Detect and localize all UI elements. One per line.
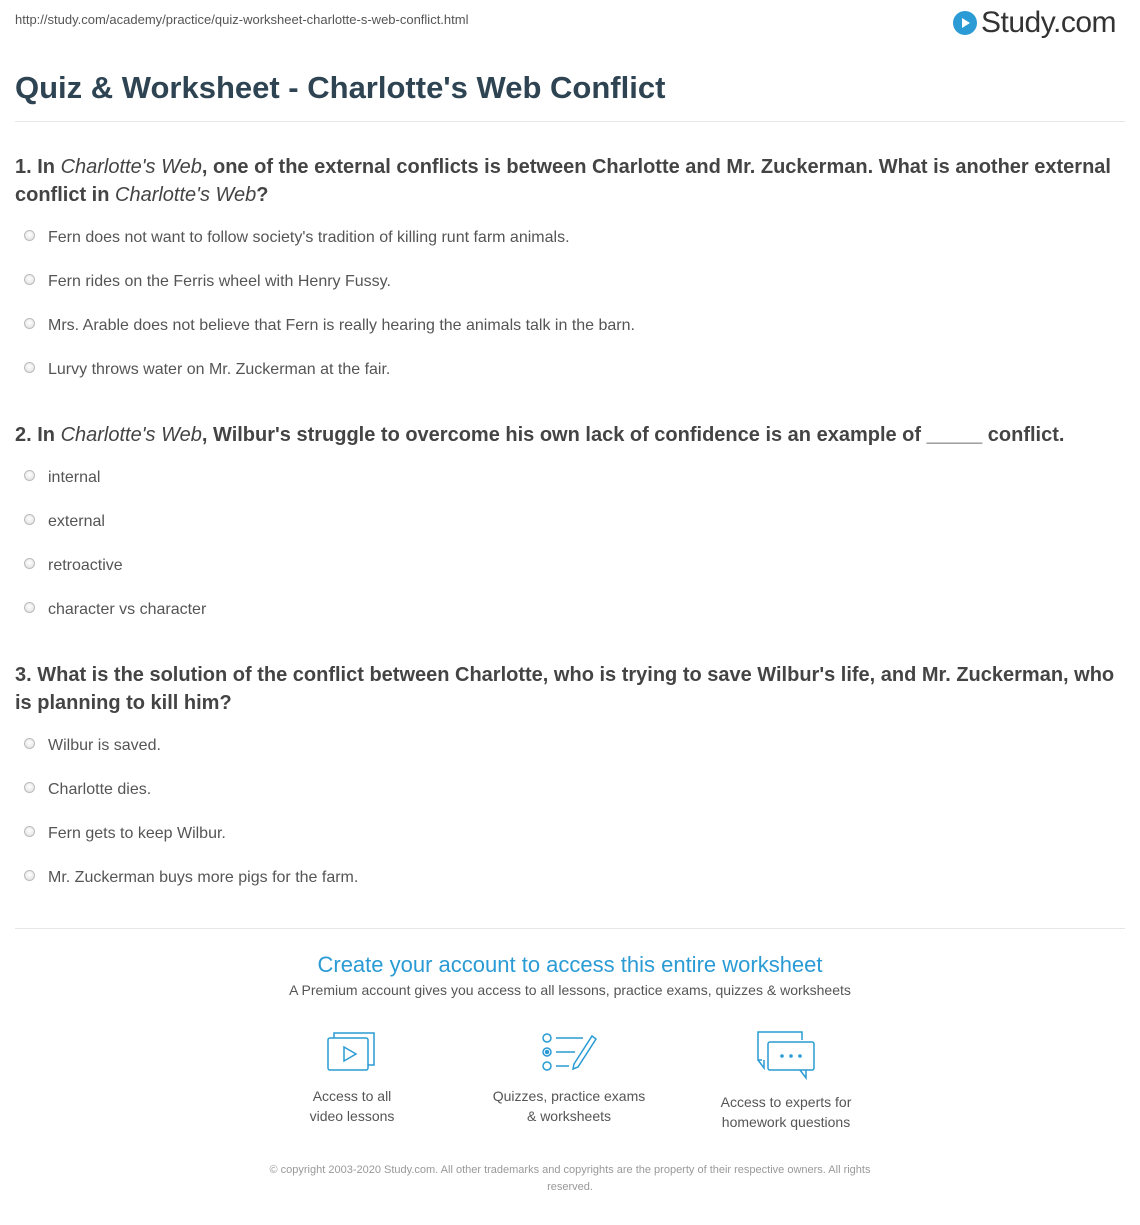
feature-experts: Access to experts for homework questions — [691, 1030, 881, 1132]
question-3: 3. What is the solution of the conflict between Charlotte, who is trying to save Wilbur's life, and Mr. Zuckerman, who is planning to kill him? — [15, 664, 1115, 714]
question-1: 1. In Charlotte's Web, one of the external conflicts is between Charlotte and Mr. Zuckerman. What is another external conflict in Charlotte's Web? — [15, 156, 1111, 206]
answer-option[interactable]: Fern does not want to follow society's tradition of killing runt farm animals. — [24, 229, 570, 247]
radio-icon[interactable] — [24, 514, 35, 525]
radio-icon[interactable] — [24, 558, 35, 569]
radio-icon[interactable] — [24, 274, 35, 285]
answer-option[interactable]: character vs character — [24, 601, 206, 619]
radio-icon[interactable] — [24, 318, 35, 329]
logo-text: Study.com — [981, 6, 1116, 39]
page-title: Quiz & Worksheet - Charlotte's Web Conflict — [15, 70, 666, 105]
chat-bubbles-icon — [754, 1030, 818, 1080]
feature-video-lessons: Access to all video lessons — [257, 1030, 447, 1126]
play-icon — [953, 11, 977, 35]
divider — [15, 121, 1125, 122]
radio-icon[interactable] — [24, 602, 35, 613]
page-url: http://study.com/academy/practice/quiz-worksheet-charlotte-s-web-conflict.html — [15, 12, 469, 27]
answer-option[interactable]: internal — [24, 469, 100, 487]
answer-option[interactable]: Mr. Zuckerman buys more pigs for the farm. — [24, 869, 358, 887]
answer-option[interactable]: Lurvy throws water on Mr. Zuckerman at the fair. — [24, 361, 390, 379]
radio-icon[interactable] — [24, 870, 35, 881]
answer-option[interactable]: Charlotte dies. — [24, 781, 151, 799]
answer-option[interactable]: external — [24, 513, 105, 531]
copyright-notice: © copyright 2003-2020 Study.com. All other trademarks and copyrights are the property of their respective owners. All rights reserved. — [269, 1164, 871, 1193]
radio-icon[interactable] — [24, 230, 35, 241]
question-2: 2. In Charlotte's Web, Wilbur's struggle to overcome his own lack of confidence is an example of _____ conflict. — [15, 424, 1065, 446]
feature-quizzes: Quizzes, practice exams & worksheets — [474, 1030, 664, 1126]
radio-icon[interactable] — [24, 738, 35, 749]
radio-icon[interactable] — [24, 782, 35, 793]
radio-icon[interactable] — [24, 826, 35, 837]
video-lessons-icon — [326, 1030, 378, 1074]
divider — [15, 928, 1125, 929]
study-logo[interactable] — [953, 6, 1116, 40]
answer-option[interactable]: Mrs. Arable does not believe that Fern is really hearing the animals talk in the barn. — [24, 317, 635, 335]
radio-icon[interactable] — [24, 470, 35, 481]
answer-option[interactable]: Fern rides on the Ferris wheel with Henry Fussy. — [24, 273, 391, 291]
quiz-checklist-icon — [541, 1030, 597, 1074]
radio-icon[interactable] — [24, 362, 35, 373]
create-account-link[interactable]: Create your account to access this entire worksheet — [317, 952, 823, 977]
answer-option[interactable]: Wilbur is saved. — [24, 737, 161, 755]
cta-subtitle: A Premium account gives you access to all lessons, practice exams, quizzes & worksheets — [289, 982, 851, 998]
answer-option[interactable]: retroactive — [24, 557, 123, 575]
answer-option[interactable]: Fern gets to keep Wilbur. — [24, 825, 226, 843]
